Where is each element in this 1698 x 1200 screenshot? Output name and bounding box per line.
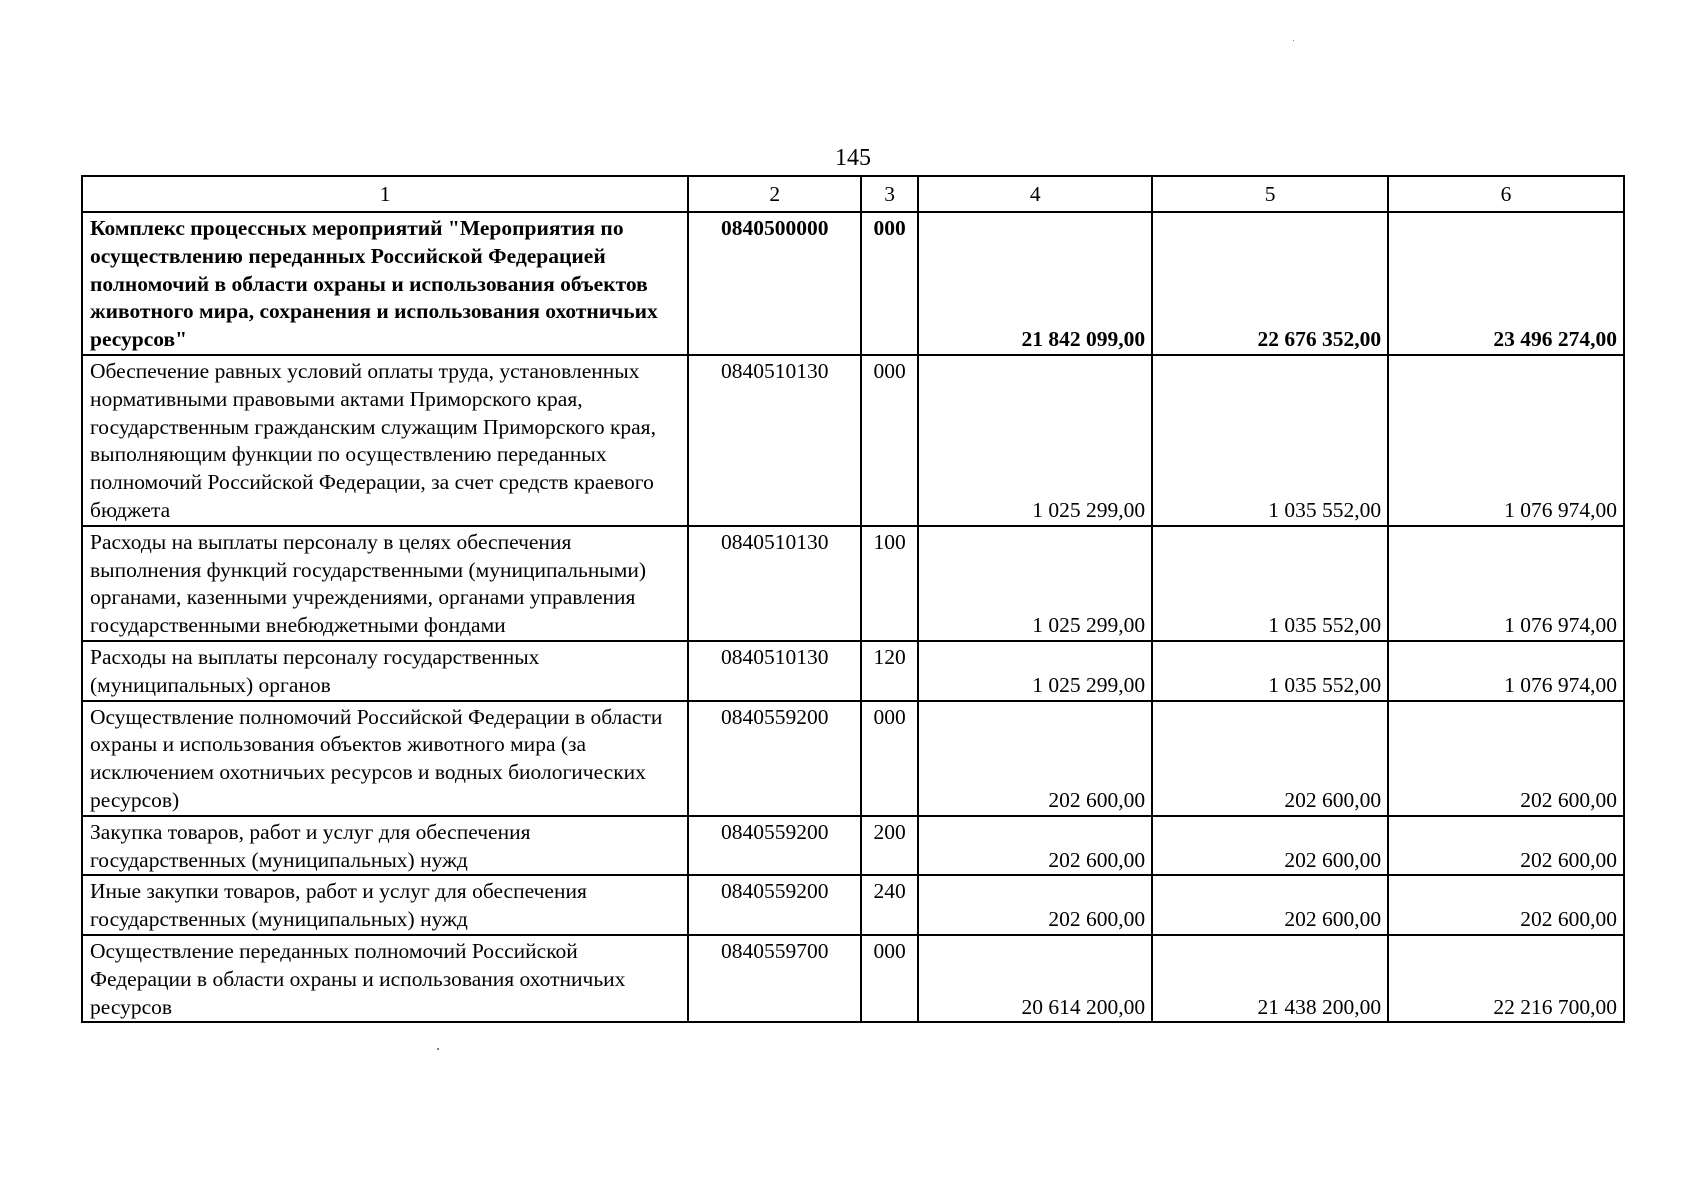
target-article-cell: 0840510130	[688, 355, 861, 526]
expense-name-cell: Расходы на выплаты персоналу государственных (муниципальных) органов	[82, 641, 688, 701]
expense-name-cell: Осуществление полномочий Российской Федерации в области охраны и использования объектов животного мира (за исключением охотничьих ресурсов и водных биологических ресурсов)	[82, 701, 688, 816]
expense-name-cell: Расходы на выплаты персоналу в целях обеспечения выполнения функций государственными (муниципальными) органами, казенными учреждениями, органами управления государственными внебюджетными фондами	[82, 526, 688, 641]
expense-name-cell: Закупка товаров, работ и услуг для обеспечения государственных (муниципальных) нужд	[82, 816, 688, 876]
amount-year-1-cell: 21 842 099,00	[918, 212, 1152, 355]
table-row	[82, 701, 1624, 816]
target-article-cell: 0840559700	[688, 935, 861, 1022]
table-row	[82, 935, 1624, 1022]
amount-year-2-cell: 202 600,00	[1152, 701, 1388, 816]
table-body	[82, 212, 1624, 1022]
expense-type-cell: 000	[861, 355, 918, 526]
amount-year-3-cell: 202 600,00	[1388, 701, 1624, 816]
expense-name-cell: Иные закупки товаров, работ и услуг для обеспечения государственных (муниципальных) нужд	[82, 875, 688, 935]
budget-table	[81, 175, 1625, 1023]
column-header: 3	[861, 176, 918, 212]
amount-year-2-cell: 202 600,00	[1152, 875, 1388, 935]
expense-type-cell: 240	[861, 875, 918, 935]
table-row	[82, 526, 1624, 641]
target-article-cell: 0840559200	[688, 816, 861, 876]
amount-year-3-cell: 1 076 974,00	[1388, 526, 1624, 641]
amount-year-2-cell: 21 438 200,00	[1152, 935, 1388, 1022]
amount-year-2-cell: 202 600,00	[1152, 816, 1388, 876]
amount-year-3-cell: 1 076 974,00	[1388, 355, 1624, 526]
amount-year-2-cell: 22 676 352,00	[1152, 212, 1388, 355]
amount-year-3-cell: 202 600,00	[1388, 875, 1624, 935]
expense-type-cell: 200	[861, 816, 918, 876]
amount-year-3-cell: 22 216 700,00	[1388, 935, 1624, 1022]
table-header	[82, 176, 1624, 212]
amount-year-1-cell: 202 600,00	[918, 701, 1152, 816]
expense-type-cell: 120	[861, 641, 918, 701]
amount-year-1-cell: 202 600,00	[918, 816, 1152, 876]
table-row	[82, 355, 1624, 526]
expense-type-cell: 000	[861, 701, 918, 816]
amount-year-3-cell: 202 600,00	[1388, 816, 1624, 876]
column-header: 6	[1388, 176, 1624, 212]
target-article-cell: 0840559200	[688, 701, 861, 816]
table-row	[82, 816, 1624, 876]
page-number: 145	[835, 145, 871, 171]
scan-speck	[437, 1048, 439, 1050]
target-article-cell: 0840559200	[688, 875, 861, 935]
expense-type-cell: 000	[861, 212, 918, 355]
column-header: 1	[82, 176, 688, 212]
target-article-cell: 0840510130	[688, 526, 861, 641]
amount-year-1-cell: 1 025 299,00	[918, 526, 1152, 641]
amount-year-1-cell: 20 614 200,00	[918, 935, 1152, 1022]
amount-year-3-cell: 23 496 274,00	[1388, 212, 1624, 355]
expense-name-cell: Комплекс процессных мероприятий "Мероприятия по осуществлению переданных Российской Федерацией полномочий в области охраны и использования объектов животного мира, сохранения и использования охотничьих ресурсов"	[82, 212, 688, 355]
expense-name-cell: Осуществление переданных полномочий Российской Федерации в области охраны и использования охотничьих ресурсов	[82, 935, 688, 1022]
expense-type-cell: 000	[861, 935, 918, 1022]
column-header: 2	[688, 176, 861, 212]
table-row	[82, 212, 1624, 355]
expense-name-cell: Обеспечение равных условий оплаты труда, установленных нормативными правовыми актами Приморского края, государственным гражданским служащим Приморского края, выполняющим функции по осуществлению переданных полномочий Российской Федерации, за счет средств краевого бюджета	[82, 355, 688, 526]
amount-year-1-cell: 202 600,00	[918, 875, 1152, 935]
amount-year-1-cell: 1 025 299,00	[918, 641, 1152, 701]
amount-year-2-cell: 1 035 552,00	[1152, 526, 1388, 641]
target-article-cell: 0840510130	[688, 641, 861, 701]
amount-year-3-cell: 1 076 974,00	[1388, 641, 1624, 701]
expense-type-cell: 100	[861, 526, 918, 641]
column-header: 5	[1152, 176, 1388, 212]
amount-year-1-cell: 1 025 299,00	[918, 355, 1152, 526]
column-number-row	[82, 176, 1624, 212]
target-article-cell: 0840500000	[688, 212, 861, 355]
column-header: 4	[918, 176, 1152, 212]
scan-speck	[1293, 40, 1294, 41]
table-row	[82, 875, 1624, 935]
amount-year-2-cell: 1 035 552,00	[1152, 641, 1388, 701]
table-row	[82, 641, 1624, 701]
amount-year-2-cell: 1 035 552,00	[1152, 355, 1388, 526]
